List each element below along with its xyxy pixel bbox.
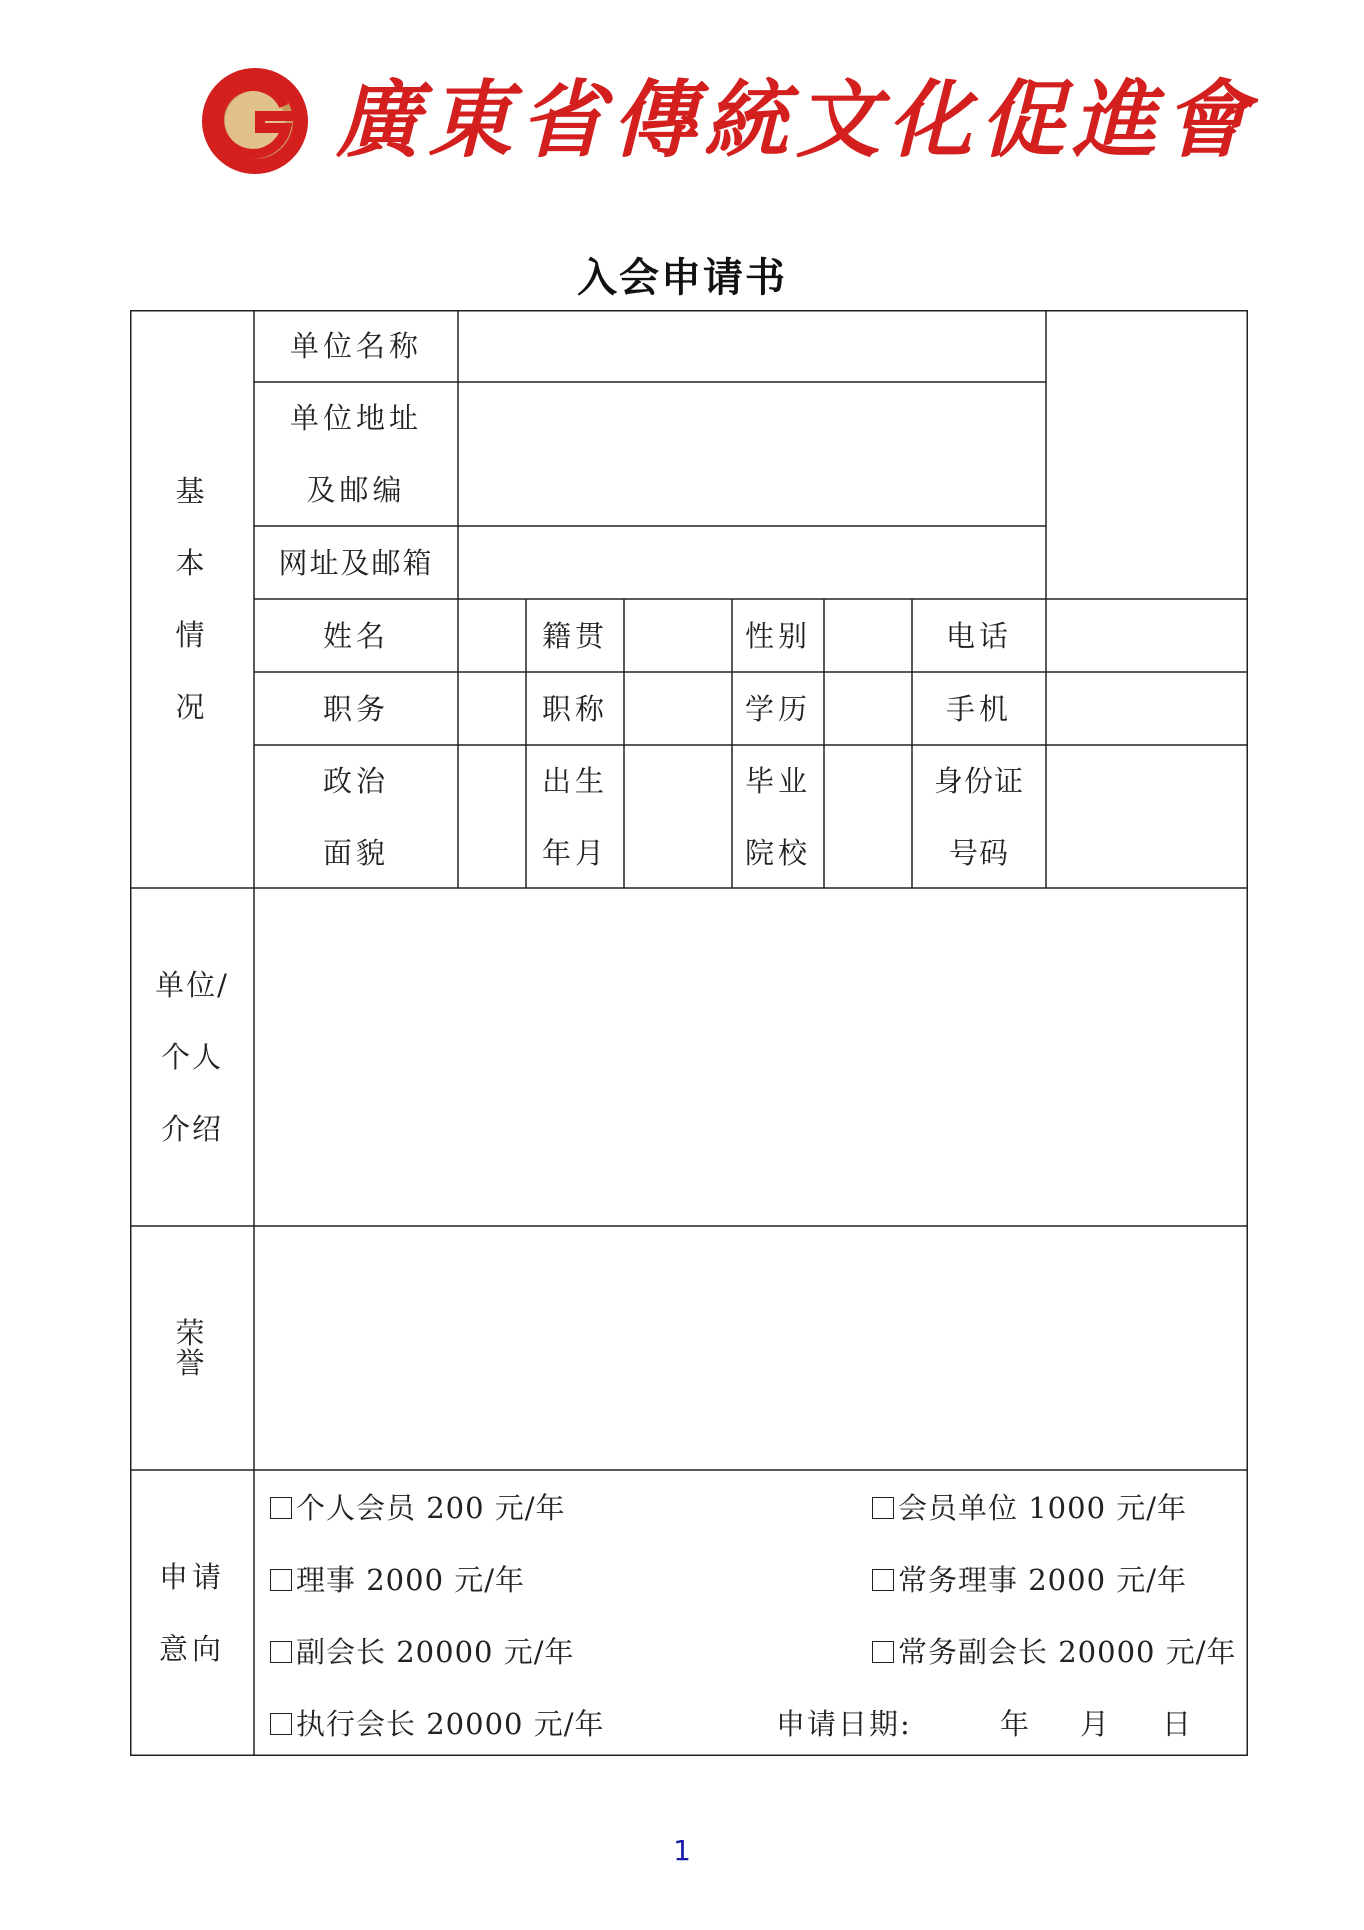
birth-date-label: 出生 年月 <box>541 763 608 870</box>
checkbox-icon[interactable] <box>270 1713 292 1735</box>
professional-title-label: 职称 <box>541 691 608 726</box>
checkbox-icon[interactable] <box>270 1641 292 1663</box>
website-email-field[interactable] <box>458 526 1046 599</box>
name-field[interactable] <box>458 599 526 672</box>
id-number-label: 身份证 号码 <box>933 763 1024 870</box>
option-acting-president[interactable]: 执行会长 20000 元/年 <box>270 1702 604 1743</box>
checkbox-icon[interactable] <box>872 1569 894 1591</box>
birth-date-field[interactable] <box>624 745 732 888</box>
graduate-school-label: 毕业 院校 <box>744 763 811 870</box>
phone-field[interactable] <box>1046 599 1248 672</box>
name-label: 姓名 <box>322 618 389 653</box>
option-individual-member[interactable]: 个人会员 200 元/年 <box>270 1486 566 1527</box>
graduate-school-field[interactable] <box>824 745 912 888</box>
introduction-field[interactable] <box>254 888 1248 1226</box>
option-executive-director[interactable]: 常务理事 2000 元/年 <box>872 1558 1187 1599</box>
membership-application-table <box>130 310 1248 1756</box>
unit-name-field[interactable] <box>458 310 1046 382</box>
gender-field[interactable] <box>824 599 912 672</box>
unit-address-label: 单位地址 及邮编 <box>289 401 422 507</box>
website-email-label: 网址及邮箱 <box>278 545 434 580</box>
professional-title-field[interactable] <box>624 672 732 745</box>
basic-info-section-label: 基 本 情 况 <box>175 474 209 724</box>
mobile-label: 手机 <box>945 691 1012 726</box>
unit-address-field[interactable] <box>458 382 1046 526</box>
option-member-unit[interactable]: 会员单位 1000 元/年 <box>872 1486 1187 1527</box>
phone-label: 电话 <box>945 618 1012 653</box>
introduction-section-label: 单位/ 个人 介绍 <box>155 968 229 1146</box>
political-status-field[interactable] <box>458 745 526 888</box>
native-place-field[interactable] <box>624 599 732 672</box>
application-date-label: 申请日期: <box>776 1707 912 1741</box>
checkbox-icon[interactable] <box>270 1569 292 1591</box>
page-number: 1 <box>673 1834 691 1867</box>
option-executive-vice-president[interactable]: 常务副会长 20000 元/年 <box>872 1630 1236 1671</box>
option-vice-president[interactable]: 副会长 20000 元/年 <box>270 1630 574 1671</box>
checkbox-icon[interactable] <box>872 1497 894 1519</box>
option-director[interactable]: 理事 2000 元/年 <box>270 1558 525 1599</box>
honors-section-label: 荣 誉 <box>175 1316 209 1380</box>
photo-area[interactable] <box>1046 310 1248 599</box>
date-day-label: 日 <box>1162 1707 1194 1741</box>
political-status-label: 政治 面貌 <box>322 763 389 870</box>
education-field[interactable] <box>824 672 912 745</box>
checkbox-icon[interactable] <box>872 1641 894 1663</box>
association-logo-icon <box>200 66 310 176</box>
application-intent-section-label: 申请 意向 <box>158 1560 225 1666</box>
id-number-field[interactable] <box>1046 745 1248 888</box>
education-label: 学历 <box>744 691 811 726</box>
unit-name-label: 单位名称 <box>289 329 422 363</box>
document-title: 入会申请书 <box>577 255 787 301</box>
date-month-label: 月 <box>1080 1707 1112 1741</box>
mobile-field[interactable] <box>1046 672 1248 745</box>
date-year-label: 年 <box>1000 1707 1032 1741</box>
organization-name: 廣東省傳統文化促進會 <box>336 70 1257 169</box>
native-place-label: 籍贯 <box>541 618 608 653</box>
position-field[interactable] <box>458 672 526 745</box>
gender-label: 性别 <box>744 618 811 653</box>
position-label: 职务 <box>322 691 389 726</box>
checkbox-icon[interactable] <box>270 1497 292 1519</box>
honors-field[interactable] <box>254 1226 1248 1470</box>
